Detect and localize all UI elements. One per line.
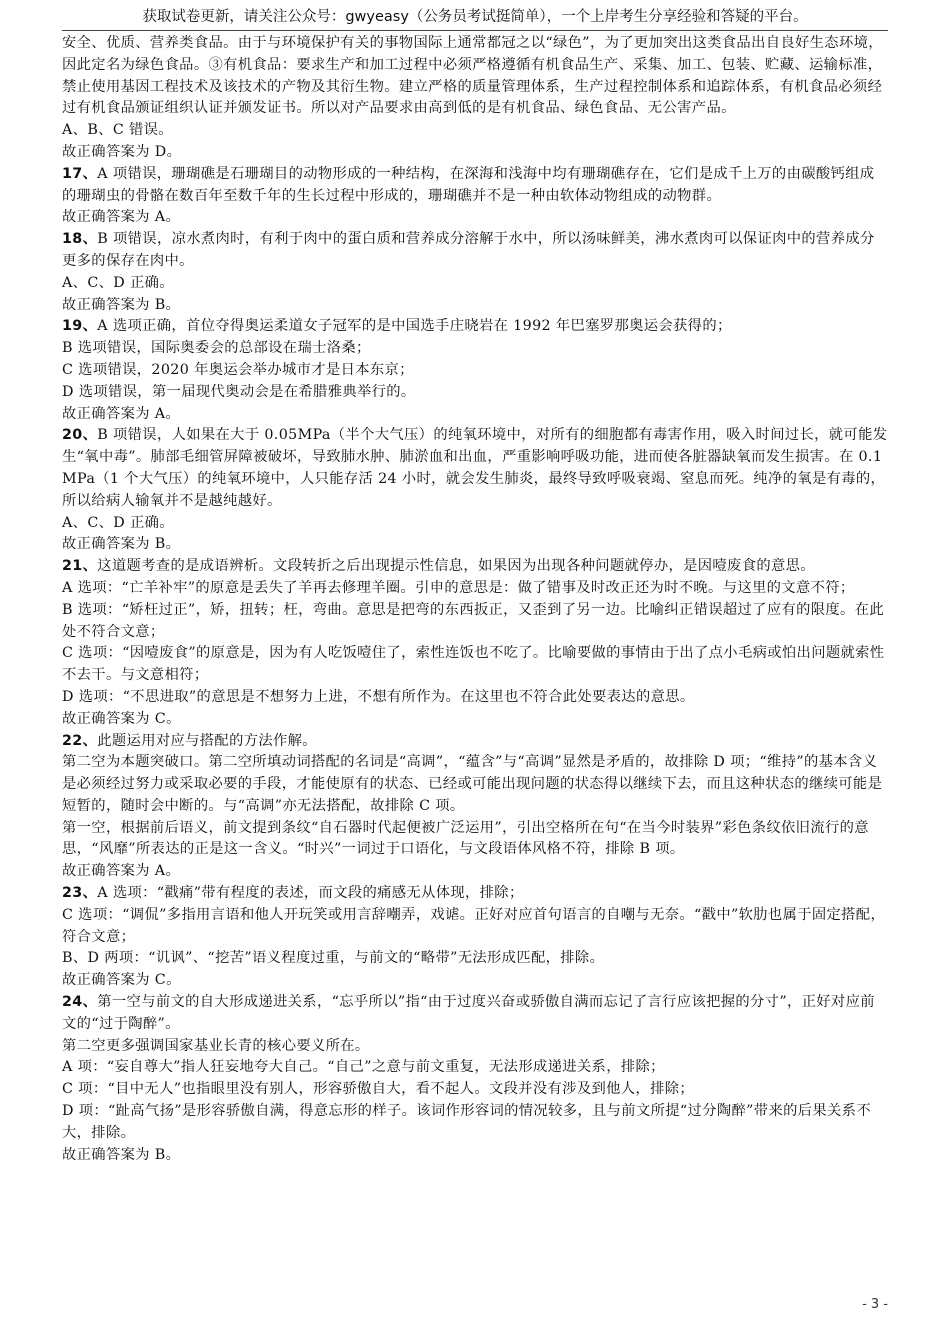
- question-24: [62, 992, 888, 1036]
- question-23: [62, 883, 888, 905]
- question-22: [62, 731, 888, 753]
- paragraph: B 选项错误，国际奥委会的总部设在瑞士洛桑；: [62, 340, 371, 357]
- paragraph: 安全、优质、营养类食品。由于与环境保护有关的事物国际上通常都冠之以“绿色”，为了更加突出这类食品出自良好生态环境，因此定名为绿色食品。③有机食品：要求生产和加工过程中必须严格遵循有机食品生产、采集、加工、包装、贮藏、运输标准，禁止使用基因工程技术及该技术的产物及其衍生物。建立严格的质量管理体系，生产过程控制体系和追踪体系，有机食品必须经过有机食品颁证组织认证并颁发证书。所以对产品要求由高到低的是有机食品、绿色食品、无公害产品。: [62, 35, 883, 117]
- answer-line: 故正确答案为 A。: [62, 405, 181, 422]
- question-text: B 项错误，凉水煮肉时，有利于肉中的蛋白质和营养成分溶解于水中，所以汤味鲜美，沸水煮肉可以保证肉中的营养成分更多的保存在肉中。: [62, 231, 875, 269]
- paragraph: A、C、D 正确。: [62, 274, 174, 291]
- question-number: 18、: [62, 231, 98, 248]
- paragraph: A 选项：“亡羊补牢”的原意是丢失了羊再去修理羊圈。引申的意思是：做了错事及时改正还为时不晚。与这里的文意不符；: [62, 579, 855, 596]
- paragraph: 第二空为本题突破口。第二空所填动词搭配的名词是“高调”，“蕴含”与“高调”显然是矛盾的，故排除 D 项；“维持”的基本含义是必须经过努力或采取必要的手段，才能使原有的状态、已经或可能出现问题的状态得以继续下去，而且这种状态的继续可能是短暂的，随时会中断的。与“高调”亦无法搭配，故排除 C 项。: [62, 754, 883, 814]
- question-text: 这道题考查的是成语辨析。文段转折之后出现提示性信息，如果因为出现各种问题就停办，是因噎废食的意思。: [97, 558, 815, 575]
- page-number: - 3 -: [862, 1297, 888, 1312]
- paragraph: B、D 两项：“讥讽”、“挖苦”语义程度过重，与前文的“略带”无法形成匹配，排除。: [62, 950, 605, 967]
- question-number: 20、: [62, 427, 98, 444]
- question-text: B 项错误，人如果在大于 0.05MPa（半个大气压）的纯氧环境中，对所有的细胞都有毒害作用，吸入时间过长，就可能发生“氧中毒”。肺部毛细管屏障被破坏，导致肺水肿、肺淤血和出血，严重影响呼吸功能，进而使各脏器缺氧而发生损害。在 0.1MPa（1 个大气压）的纯氧环境中，人只能存活 24 小时，就会发生肺炎，最终导致呼吸衰竭、窒息而死。纯净的氧是有毒的，所以给病人输氧并不是越纯越好。: [62, 427, 888, 509]
- paragraph: D 项：“趾高气扬”是形容骄傲自满，得意忘形的样子。该词作形容词的情况较多，且与前文所提“过分陶醉”带来的后果关系不大，排除。: [62, 1103, 871, 1141]
- question-number: 24、: [62, 994, 98, 1011]
- answer-line: 故正确答案为 B。: [62, 536, 181, 553]
- paragraph: C 项：“目中无人”也指眼里没有别人，形容骄傲自大，看不起人。文段并没有涉及到他人，排除；: [62, 1081, 695, 1098]
- question-number: 22、: [62, 732, 98, 749]
- answer-line: 故正确答案为 B。: [62, 1146, 181, 1163]
- question-text: A 选项：“戳痛”带有程度的表述，而文段的痛感无从体现，排除；: [97, 885, 524, 902]
- paragraph: A、B、C 错误。: [62, 122, 173, 139]
- header-divider: [62, 30, 888, 31]
- paragraph: C 选项：“调侃”多指用言语和他人开玩笑或用言辞嘲弄，戏谑。正好对应首句语言的自嘲与无奈。“戳中”软肋也属于固定搭配，符合文意；: [62, 906, 886, 945]
- question-21: [62, 556, 888, 578]
- question-text: A 项错误，珊瑚礁是石珊瑚目的动物形成的一种结构，在深海和浅海中均有珊瑚礁存在，它们是成千上万的由碳酸钙组成的珊瑚虫的骨骼在数百年至数千年的生长过程中形成的，珊瑚礁并不是一种由软体动物组成的动物群。: [62, 165, 875, 204]
- question-17: [62, 164, 888, 208]
- question-18: [62, 229, 888, 273]
- paragraph: A 项：“妄自尊大”指人狂妄地夸大自己。“自己”之意与前文重复，无法形成递进关系，排除；: [62, 1059, 665, 1076]
- answer-explanations: [62, 33, 888, 1166]
- question-number: 19、: [62, 318, 98, 335]
- question-number: 23、: [62, 885, 98, 902]
- question-text: A 选项正确，首位夺得奥运柔道女子冠军的是中国选手庄晓岩在 1992 年巴塞罗那奥运会获得的；: [97, 318, 732, 335]
- question-text: 第一空与前文的自大形成递进关系，“忘乎所以”指“由于过度兴奋或骄傲自满而忘记了言行应该把握的分寸”，正好对应前文的“过于陶醉”。: [62, 994, 875, 1032]
- question-number: 17、: [62, 165, 98, 182]
- paragraph: 第一空，根据前后语义，前文提到条纹“自石器时代起便被广泛运用”，引出空格所在句“在当今时装界”彩色条纹依旧流行的意思，“风靡”所表达的正是这一含义。“时兴”一词过于口语化，与文段语体风格不符，排除 B 项。: [62, 819, 869, 858]
- paragraph: D 选项：“不思进取”的意思是不想努力上进，不想有所作为。在这里也不符合此处要表达的意思。: [62, 688, 695, 705]
- question-19: [62, 316, 888, 338]
- paragraph: C 选项：“因噎废食”的原意是，因为有人吃饭噎住了，索性连饭也不吃了。比喻要做的事情由于出了点小毛病或怕出问题就索性不去干。与文意相符；: [62, 645, 885, 684]
- paragraph: A、C、D 正确。: [62, 514, 174, 531]
- header-notice: 获取试卷更新，请关注公众号：gwyeasy（公务员考试挺简单），一个上岸考生分享经验和答疑的平台。: [142, 9, 808, 25]
- question-number: 21、: [62, 558, 98, 575]
- paragraph: 第二空更多强调国家基业长青的核心要义所在。: [62, 1037, 370, 1054]
- paragraph: D 选项错误，第一届现代奥动会是在希腊雅典举行的。: [62, 383, 416, 400]
- answer-line: 故正确答案为 D。: [62, 143, 182, 160]
- paragraph: B 选项：“矫枉过正”，矫，扭转；枉，弯曲。意思是把弯的东西扳正，又歪到了另一边。比喻纠正错误超过了应有的限度。在此处不符合文意；: [62, 601, 884, 640]
- question-20: [62, 425, 888, 512]
- question-text: 此题运用对应与搭配的方法作解。: [97, 732, 317, 749]
- answer-line: 故正确答案为 C。: [62, 710, 181, 727]
- paragraph: C 选项错误，2020 年奥运会举办城市才是日本东京；: [62, 361, 414, 378]
- answer-line: 故正确答案为 B。: [62, 296, 181, 313]
- answer-line: 故正确答案为 C。: [62, 972, 181, 989]
- answer-line: 故正确答案为 A。: [62, 863, 181, 880]
- answer-line: 故正确答案为 A。: [62, 209, 181, 226]
